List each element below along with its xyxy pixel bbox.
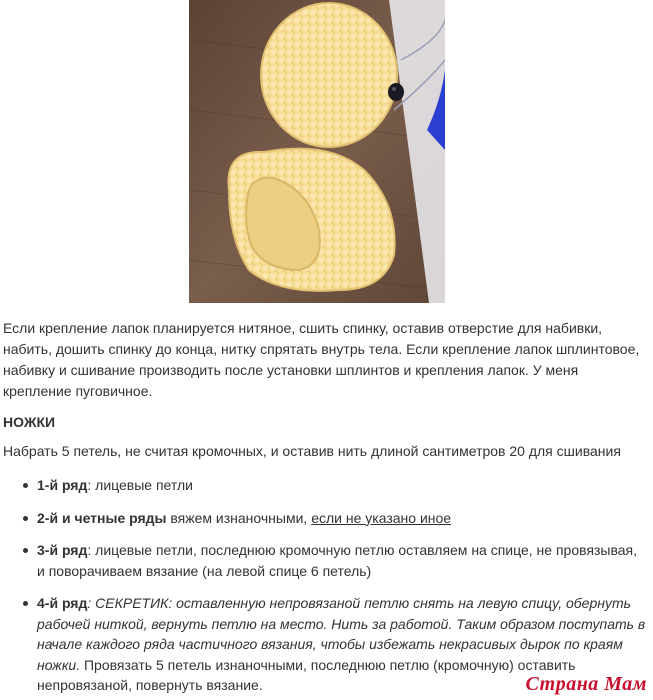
- instruction-paragraph: Набрать 5 петель, не считая кромочных, и оставив нить длиной сантиметров 20 для сшивания: [3, 443, 621, 459]
- article-body: [3, 318, 648, 696]
- row-text: Провязать 5 петель изнаночными, последнюю петлю (кромочную) оставить непровязаной, повернуть вязание.: [37, 656, 576, 693]
- row-secret-text: : СЕКРЕТИК: оставленную непровязаной петлю снять на левую спицу, обернуть рабочей ниткой, вернуть петлю на место. Нить за работой. Таким образом поступать в начале каждого ряда частичного вязания, чтобы избежать некрасивых дырок по краям ножки.: [37, 595, 646, 673]
- row-text: : лицевые петли: [87, 477, 193, 493]
- row-label: 4-й ряд: [37, 595, 88, 611]
- knitting-photo: [189, 0, 445, 303]
- knitted-chick-illustration: [189, 0, 445, 303]
- rows-list: [3, 475, 648, 696]
- list-item: [3, 540, 648, 581]
- intro-paragraph: Если крепление лапок планируется нитяное, сшить спинку, оставив отверстие для набивки, набить, дошить спинку до конца, нитку спрятать внутрь тела. Если крепление лапок шплинтовое, набивку и сшивание производить после установки шплинтов и крепления лапок. У меня крепление пуговичное.: [3, 320, 640, 399]
- row-text: вяжем изнаночными,: [166, 509, 312, 526]
- list-item: [3, 508, 648, 529]
- row-label: 1-й ряд: [37, 477, 88, 493]
- row-text: : лицевые петли, последнюю кромочную петлю оставляем на спице, не провязывая, и поворачиваем вязание (на левой спице 6 петель): [37, 542, 637, 579]
- row-label: 2-й и четные ряды: [37, 509, 167, 526]
- section-heading: НОЖКИ: [3, 414, 56, 430]
- row-label: 3-й ряд: [37, 542, 88, 558]
- list-item: [3, 475, 648, 496]
- site-watermark: Страна Мам: [525, 673, 647, 695]
- unless-specified-link[interactable]: если не указано иное: [311, 509, 452, 526]
